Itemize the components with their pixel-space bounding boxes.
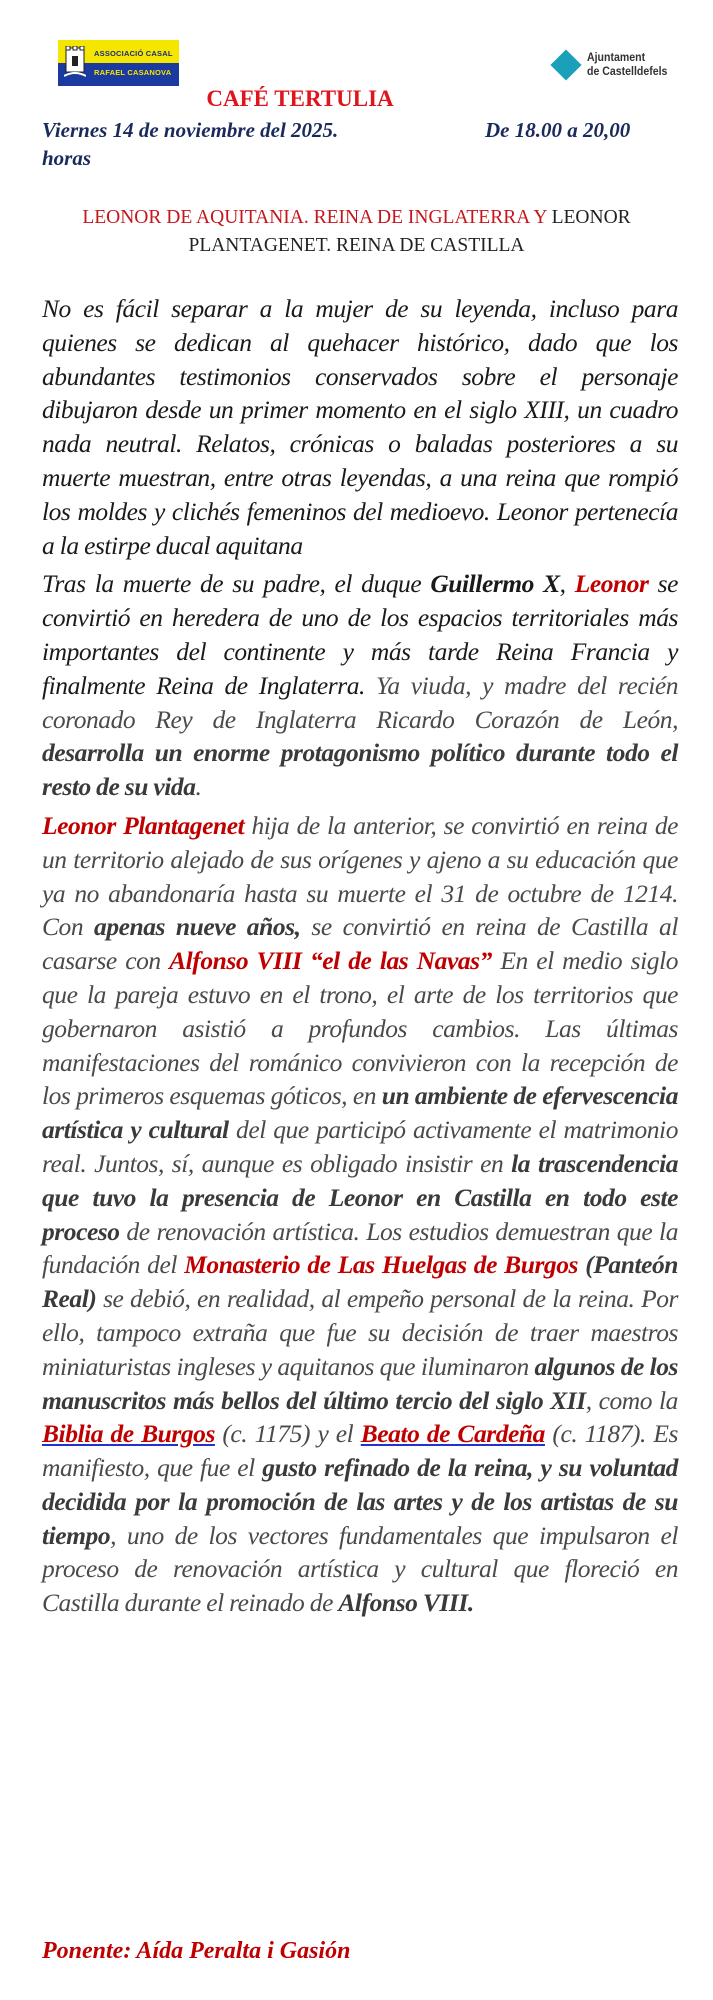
manuscript-link[interactable]: Biblia de Burgos — [42, 1419, 215, 1449]
event-title: CAFÉ TERTULIA — [206, 86, 394, 111]
text-segment: Guillermo X — [430, 569, 560, 599]
casal-rafael-casanova-logo — [58, 40, 179, 86]
text-segment: , uno de los vectores fundamentales que impulsaron el proceso de renovación artística y cultural que floreció en Castilla durante el reinado de — [42, 1520, 678, 1618]
logo-left-line2: RAFAEL CASANOVA — [94, 68, 172, 77]
event-time: De 18.00 a 20,00 — [485, 118, 631, 142]
text-segment: En el medio siglo que la pareja estuvo en el trono, el arte de los territorios que gobernaron asistió a profundos cambios. Las últimas manifestaciones del románico convivieron con la recepción de los primeros esquemas góticos, en — [42, 946, 678, 1111]
castle-tower-icon — [64, 46, 86, 80]
text-segment: , como la — [585, 1385, 678, 1415]
text-segment: Ya viuda, y madre del recién coronado Rey de Inglaterra Ricardo Corazón de León, — [42, 670, 678, 734]
event-time-suffix: horas — [42, 146, 92, 170]
text-segment: Leonor — [574, 569, 649, 599]
text-segment: de renovación artística. Los estudios demuestran que la fundación del — [42, 1216, 678, 1280]
paragraph-3 — [42, 809, 678, 1620]
text-segment: se convirtió en heredera de uno de los espacios territoriales más importantes del continente y más tarde Reina Francia y finalmente Reina de Inglaterra. — [42, 569, 678, 700]
text-segment: Alfonso VIII “el de las Navas” — [169, 946, 492, 976]
subtitle-black-part: LEONOR PLANTAGENET. REINA DE CASTILLA — [188, 207, 631, 256]
text-segment: Alfonso VIII. — [338, 1588, 474, 1618]
text-segment: . — [195, 772, 202, 802]
text-segment: No es fácil separar a la mujer de su leyenda, incluso para quienes se dedican al quehacer histórico, dado que los abundantes testimonios conservados sobre el personaje dibujaron desde un primer momento en el siglo XIII, un cuadro nada neutral. Relatos, crónicas o baladas posteriores a su muerte muestran, entre otras leyendas, a una reina que rompió los moldes y clichés femeninos del medioevo. Leonor pertenecía a la estirpe ducal aquitana — [42, 294, 678, 560]
ajuntament-castelldefels-logo — [553, 48, 688, 88]
event-date: Viernes 14 de noviembre del 2025. — [42, 118, 339, 142]
text-segment: apenas nueve años, — [94, 912, 301, 942]
logo-left-line1: ASSOCIACIÓ CASAL — [94, 49, 173, 58]
text-segment: (Panteón Real) — [42, 1250, 678, 1314]
text-segment: se debió, en realidad, al empeño personal de la reina. Por ello, tampoco extraña que fue su decisión de traer maestros miniaturistas ingleses y aquitanos que iluminaron — [42, 1284, 678, 1381]
text-segment: Leonor Plantagenet — [42, 810, 245, 840]
text-segment: del que participó activamente el matrimonio real. Juntos, sí, aunque es obligado insistir en — [42, 1115, 678, 1178]
logo-right-line1: Ajuntament — [587, 50, 646, 64]
talk-subtitle — [30, 204, 683, 260]
logo-right-line2: de Castelldefels — [587, 64, 668, 78]
text-segment: hija de la anterior, se convirtió en reina de un territorio alejado de sus orígenes y ajeno a su educación que ya no abandonaría hasta su muerte el 31 de octubre de 1214. Con — [42, 810, 678, 942]
text-segment: Monasterio de Las Huelgas de Burgos — [184, 1250, 579, 1280]
text-segment: gusto refinado de la reina, y su voluntad decidida por la promoción de las artes y de los artistas de su tiempo — [42, 1453, 678, 1550]
text-segment: (c. 1175) y el — [214, 1419, 361, 1449]
subtitle-red-part: LEONOR DE AQUITANIA. REINA DE INGLATERRA Y — [82, 207, 552, 228]
text-segment: Tras la muerte de su padre, el duque — [42, 569, 431, 599]
text-segment: se convirtió en reina de Castilla al casarse con — [42, 912, 678, 976]
speaker-credit: Ponente: Aída Peralta i Gasión — [42, 1938, 351, 1964]
paragraph-2 — [42, 567, 678, 804]
text-segment: (c. 1187). Es manifiesto, que fue el — [42, 1419, 678, 1483]
paragraph-1 — [42, 292, 678, 562]
manuscript-link[interactable]: Beato de Cardeña — [360, 1419, 545, 1449]
text-segment: algunos de los manuscritos más bellos del último tercio del siglo XII — [42, 1351, 678, 1415]
text-segment: la trascendencia que tuvo la presencia de Leonor en Castilla en todo este proceso — [42, 1148, 678, 1246]
text-segment: un ambiente de efervescencia artística y cultural — [42, 1081, 678, 1145]
text-segment: desarrolla un enorme protagonismo político durante todo el resto de su vida — [42, 738, 678, 802]
article-body — [42, 292, 678, 1625]
castelldefels-emblem-icon — [550, 49, 581, 80]
text-segment: , — [559, 569, 575, 599]
